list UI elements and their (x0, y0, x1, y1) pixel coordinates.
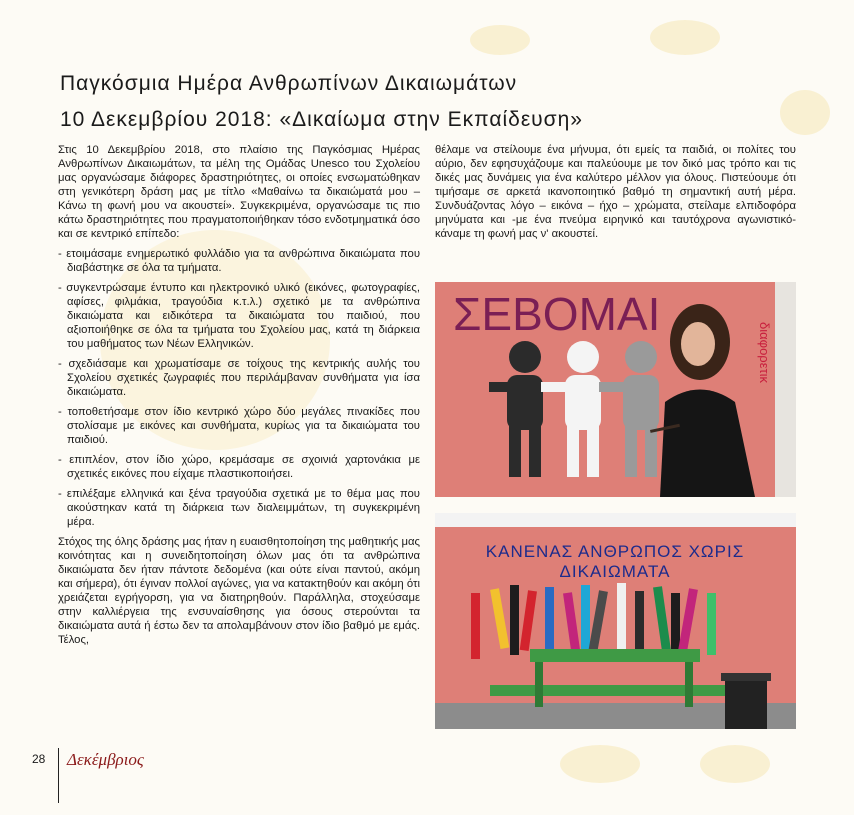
mural-slogan-line1: ΚΑΝΕΝΑΣ ΑΝΘΡΩΠΟΣ ΧΩΡΙΣ (485, 542, 745, 561)
background-flower (700, 745, 770, 783)
continuation-paragraph: θέλαμε να στείλουμε ένα μήνυμα, ότι εμείς τα παιδιά, οι πολίτες του αύριο, δεν εφησυχάζουμε και παλεύουμε με τον δικό μας τρόπο και τις δικές μας δυνάμεις για ένα καλύτερο μέλλον για όλους. Πιστεύουμε ότι τιμήσαμε σε αρκετά ικανοποιητικό βαθμό τη σημαντική αυτή μέρα. Συνδυάζοντας λόγο – εικόνα – ήχο – χρώματα, στείλαμε ελπιδοφόρα μηνύματα και -με ένα πνεύμα ειρηνικό και ταυτόχρονα αγωνιστικό- κάναμε τη φωνή μας ν' ακουστεί. (435, 144, 796, 240)
background-flower (650, 20, 720, 55)
right-column (435, 143, 796, 247)
mural-slogan-line2: ΔΙΚΑΙΩΜΑΤΑ (559, 562, 671, 581)
mural-photo-rights (435, 513, 796, 729)
intro-paragraph: Στις 10 Δεκεμβρίου 2018, στο πλαίσιο της Παγκόσμιας Ημέρας Ανθρωπίνων Δικαιωμάτων, τα μέλη της Ομάδας Unesco του Σχολείου μας οργανώσαμε διάφορες δραστηριότητες, οι οποίες ενσωματώθηκαν στη γενικότερη δράση μας με τίτλο «Μαθαίνω τα δικαιώματά μου – Κάνω τη φωνή μου να ακουστεί». Συγκεκριμένα, οργανώσαμε τις πιο κάτω δραστηριότητες που πραγματοποιήθηκαν τόσο ενδοτμηματικά όσο και σε κεντρικό επίπεδο: (58, 144, 420, 240)
activity-list (58, 247, 420, 529)
background-flower (470, 25, 530, 55)
mural-photo-respect-image (435, 282, 796, 497)
background-flower (560, 745, 640, 783)
page-title: Παγκόσμια Ημέρα Ανθρωπίνων Δικαιωμάτων (60, 72, 518, 95)
list-item: - σχεδιάσαμε και χρωματίσαμε σε τοίχους της κεντρικής αυλής του Σχολείου σχετικές ζωγραφιές που περιλάμβαναν συνθήματα για ίσα δικαιώματα. (58, 358, 420, 398)
month-label: Δεκέμβριος (67, 750, 144, 769)
list-item: - επιπλέον, στον ίδιο χώρο, κρεμάσαμε σε σχοινιά χαρτονάκια με σχετικές εικόνες που είχαμε πλαστικοποιήσει. (58, 454, 420, 480)
background-flower (780, 90, 830, 135)
mural-photo-respect (435, 282, 796, 497)
mural-slogan: ΣΕΒΟΜΑΙ (453, 288, 661, 340)
left-column (58, 143, 420, 653)
mural-side-text: διαφορετικ (757, 322, 772, 384)
footer-divider (58, 748, 59, 803)
closing-paragraph: Στόχος της όλης δράσης μας ήταν η ευαισθητοποίηση της μαθητικής μας κοινότητας και η συνειδητοποίηση όλων μας ότι τα ανθρώπινα δικαιώματα δεν ήταν πάντοτε δεδομένα (και ούτε είναι παντού, ακόμη και σήμερα), ότι έγιναν πολλοί αγώνες, για να κατακτηθούν και ακόμη ότι χρειάζεται εγρήγορση, για να διατηρηθούν. Παράλληλα, στοχεύσαμε στην καλλιέργεια της ενσυναίσθησης για όσους στερούνται τα δικαιώματα αυτά ή έστω δεν τα απολαμβάνουν στον ίδιο βαθμό με εμάς. Τέλος, (58, 536, 420, 646)
list-item: - τοποθετήσαμε στον ίδιο κεντρικό χώρο δύο μεγάλες πινακίδες που στολίσαμε με εικόνες και συνθήματα, κυρίως για τα δικαιώματα του παιδιού. (58, 406, 420, 446)
mural-photo-rights-image (435, 513, 796, 729)
page-number: 28 (32, 752, 46, 766)
list-item: - συγκεντρώσαμε έντυπο και ηλεκτρονικό υλικό (εικόνες, φωτογραφίες, αφίσες, φιλμάκια, τραγούδια κ.τ.λ.) σχετικό με τα ανθρώπινα δικαιώματα και ειδικότερα τα δικαιώματα του παιδιού, που αξιοποιήθηκε σε όλα τα τμήματα του Σχολείου μας, κατά τη διάρκεια του μαθήματος των Νέων Ελληνικών. (58, 282, 420, 350)
page-subtitle: 10 Δεκεμβρίου 2018: «Δικαίωμα στην Εκπαίδευση» (60, 108, 583, 131)
list-item: - ετοιμάσαμε ενημερωτικό φυλλάδιο για τα ανθρώπινα δικαιώματα που διαβάστηκε σε όλα τα τμήματα. (58, 248, 420, 274)
list-item: - επιλέξαμε ελληνικά και ξένα τραγούδια σχετικά με το θέμα μας που ακούστηκαν κατά τη διάρκεια των διαλειμμάτων, τη συγκεκριμένη μέρα. (58, 488, 420, 528)
